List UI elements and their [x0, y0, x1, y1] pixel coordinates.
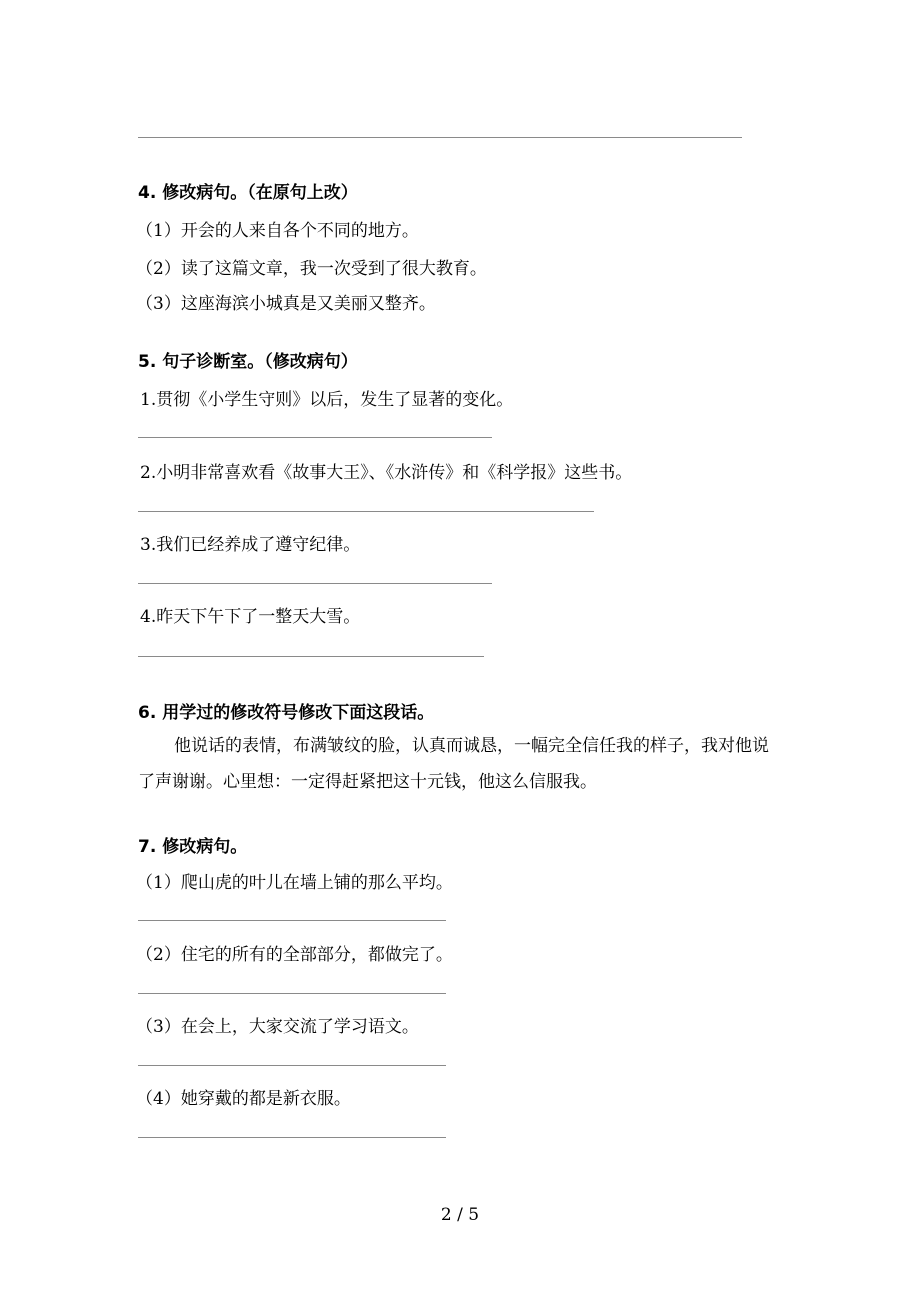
- question-4-item-2: （2）读了这篇文章，我一次受到了很大教育。: [136, 259, 487, 279]
- answer-line: [138, 1065, 446, 1066]
- question-7-item-1: （1）爬山虎的叶儿在墙上铺的那么平均。: [136, 873, 453, 893]
- question-6-paragraph-text: 他说话的表情，布满皱纹的脸，认真而诚恳，一幅完全信任我的样子，我对他说了声谢谢。心里想：一定得赶紧把这十元钱，他这么信服我。: [138, 736, 769, 792]
- question-6-heading: 6. 用学过的修改符号修改下面这段话。: [138, 703, 435, 723]
- question-4-item-3: （3）这座海滨小城真是又美丽又整齐。: [136, 294, 436, 314]
- question-5-heading: 5. 句子诊断室。（修改病句）: [138, 352, 358, 372]
- answer-line: [138, 1137, 446, 1138]
- question-4-heading: 4. 修改病句。（在原句上改）: [138, 183, 358, 203]
- answer-line: [138, 993, 446, 994]
- question-4-item-1: （1）开会的人来自各个不同的地方。: [136, 221, 419, 241]
- question-7-item-3: （3）在会上，大家交流了学习语文。: [136, 1017, 419, 1037]
- answer-line: [138, 583, 492, 584]
- question-7-heading: 7. 修改病句。: [138, 837, 248, 857]
- answer-line: [138, 656, 484, 657]
- question-7-item-4: （4）她穿戴的都是新衣服。: [136, 1089, 351, 1109]
- answer-line: [138, 511, 594, 512]
- question-5-item-1: 1.贯彻《小学生守则》以后，发生了显著的变化。: [140, 390, 514, 410]
- question-5-item-3: 3.我们已经养成了遵守纪律。: [140, 535, 361, 555]
- answer-line: [138, 437, 492, 438]
- answer-line: [138, 137, 742, 138]
- question-5-item-2: 2.小明非常喜欢看《故事大王》、《水浒传》和《科学报》这些书。: [140, 463, 633, 483]
- page-number: 2 / 5: [440, 1205, 480, 1225]
- question-6-paragraph: [138, 728, 774, 800]
- question-7-item-2: （2）住宅的所有的全部部分，都做完了。: [136, 945, 453, 965]
- question-5-item-4: 4.昨天下午下了一整天大雪。: [140, 607, 361, 627]
- answer-line: [138, 920, 446, 921]
